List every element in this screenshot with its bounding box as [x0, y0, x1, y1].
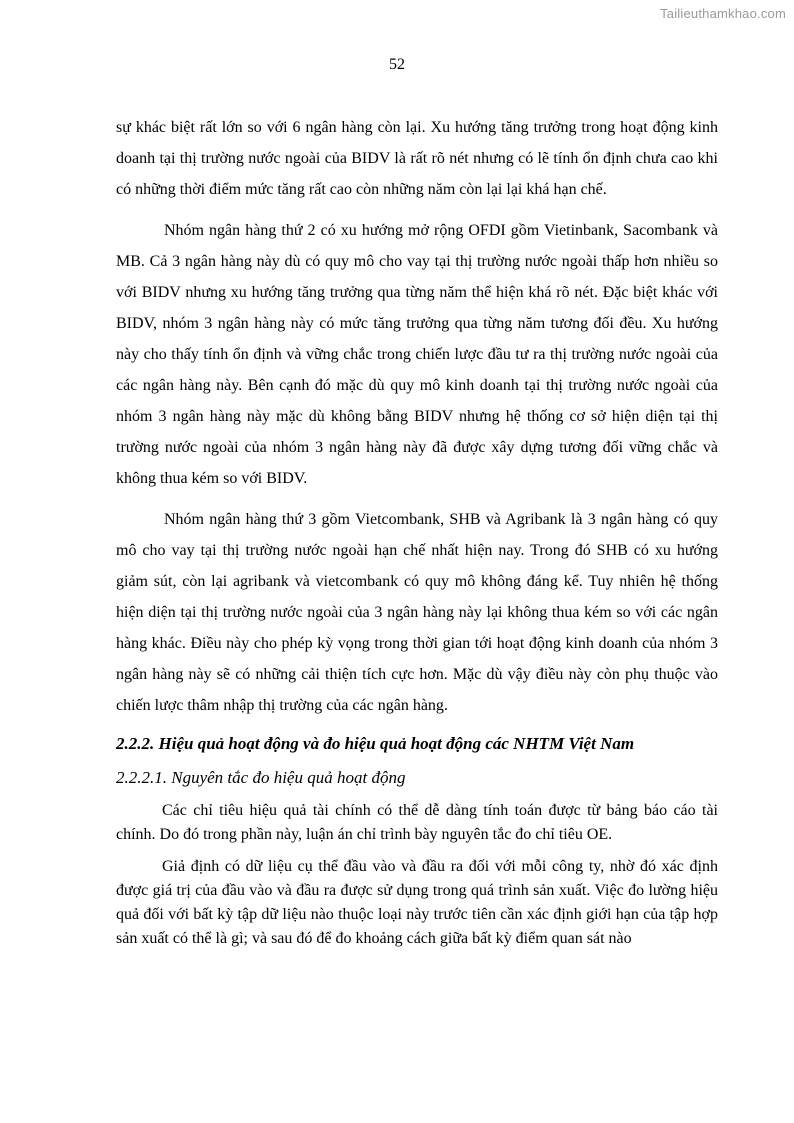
subsection-heading: 2.2.2.1. Nguyên tắc đo hiệu quả hoạt động	[116, 768, 406, 787]
paragraph-4: Các chỉ tiêu hiệu quả tài chính có thể dễ dàng tính toán được từ bảng báo cáo tài chính. Do đó trong phần này, luận án chỉ trình bày nguyên tắc đo chỉ tiêu OE.	[116, 802, 718, 843]
page-number: 52	[389, 56, 405, 73]
paragraph-1: sự khác biệt rất lớn so với 6 ngân hàng còn lại. Xu hướng tăng trưởng trong hoạt động kinh doanh tại thị trường nước ngoài của BIDV là rất rõ nét nhưng có lẽ tính ổn định chưa cao khi có những thời điểm mức tăng rất cao còn những năm còn lại lại khá hạn chế.	[116, 119, 718, 198]
page-body	[116, 112, 718, 959]
paragraph-2: Nhóm ngân hàng thứ 2 có xu hướng mở rộng OFDI gồm Vietinbank, Sacombank và MB. Cả 3 ngân hàng này dù có quy mô cho vay tại thị trường nước ngoài thấp hơn nhiều so với BIDV nhưng xu hướng tăng trưởng qua từng năm thể hiện khá rõ nét. Đặc biệt khác với BIDV, nhóm 3 ngân hàng này có mức tăng trưởng qua từng năm tương đối đều. Xu hướng này cho thấy tính ổn định và vững chắc trong chiến lược đầu tư ra thị trường nước ngoài của các ngân hàng này. Bên cạnh đó mặc dù quy mô kinh doanh tại thị trường nước ngoài của nhóm 3 ngân hàng này mặc dù không bằng BIDV nhưng hệ thống cơ sở hiện diện tại thị trường nước ngoài của nhóm 3 ngân hàng này đã được xây dựng tương đối vững chắc và không thua kém so với BIDV.	[116, 222, 718, 487]
watermark: Tailieuthamkhao.com	[660, 6, 786, 21]
paragraph-3: Nhóm ngân hàng thứ 3 gồm Vietcombank, SHB và Agribank là 3 ngân hàng có quy mô cho vay tại thị trường nước ngoài hạn chế nhất hiện nay. Trong đó SHB có xu hướng giảm sút, còn lại agribank và vietcombank có quy mô không đáng kể. Tuy nhiên hệ thống hiện diện tại thị trường nước ngoài của 3 ngân hàng này lại không thua kém so với các ngân hàng khác. Điều này cho phép kỳ vọng trong thời gian tới hoạt động kinh doanh của nhóm 3 ngân hàng này sẽ có những cải thiện tích cực hơn. Mặc dù vậy điều này còn phụ thuộc vào chiến lược thâm nhập thị trường của các ngân hàng.	[116, 511, 718, 714]
paragraph-5: Giả định có dữ liệu cụ thể đầu vào và đầu ra đối với mỗi công ty, nhờ đó xác định được giá trị của đầu vào và đầu ra được sử dụng trong quá trình sản xuất. Việc đo lường hiệu quả đối với bất kỳ tập dữ liệu nào thuộc loại này trước tiên cần xác định giới hạn của tập hợp sản xuất có thể là gì; và sau đó để đo khoảng cách giữa bất kỳ điểm quan sát nào	[116, 858, 718, 947]
section-heading: 2.2.2. Hiệu quả hoạt động và đo hiệu quả hoạt động các NHTM Việt Nam	[116, 734, 635, 753]
